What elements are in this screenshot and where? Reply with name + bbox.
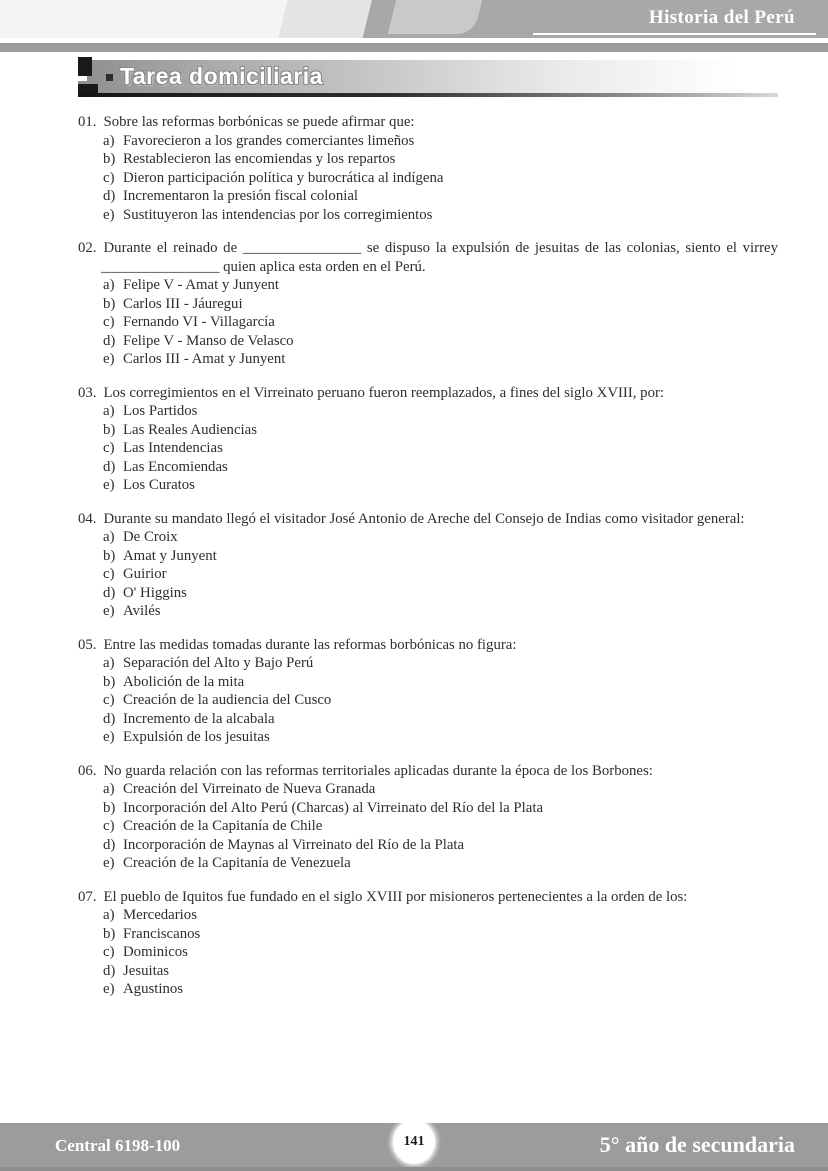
option-row (78, 584, 778, 603)
question-number: 05. (78, 636, 97, 653)
option-text: Amat y Junyent (123, 547, 217, 564)
option-text: Las Encomiendas (123, 458, 228, 475)
question-text: Durante el reinado de ________________ se dispuso la expulsión de jesuitas de las colonias, siento el virrey ________________ quien aplica esta orden en el Perú. (101, 240, 778, 275)
option-letter: c) (103, 314, 115, 330)
option-row (78, 476, 778, 495)
question-block (78, 636, 778, 747)
option-letter: c) (103, 692, 115, 708)
course-title: Historia del Perú (648, 7, 795, 28)
option-letter: e) (103, 206, 115, 223)
option-row (78, 602, 778, 621)
section-title-label: Tarea domiciliaria (120, 63, 323, 89)
question-text: Sobre las reformas borbónicas se puede afirmar que: (103, 114, 415, 130)
question-block (78, 239, 778, 369)
option-row (78, 528, 778, 547)
option-row (78, 547, 778, 566)
option-text: Felipe V - Manso de Velasco (123, 332, 294, 349)
option-letter: d) (103, 188, 116, 204)
option-letter: e) (103, 729, 115, 745)
option-text: Creación de la Capitanía de Chile (123, 818, 323, 834)
option-row (78, 458, 778, 477)
option-text: Carlos III - Amat y Junyent (123, 351, 286, 367)
page-footer (0, 1123, 828, 1171)
option-letter: e) (103, 603, 115, 619)
option-text: Dieron participación política y burocrática al indígena (123, 169, 444, 186)
question-head (78, 113, 778, 132)
option-row (78, 350, 778, 369)
option-row (78, 187, 778, 206)
option-text: Agustinos (123, 981, 184, 997)
option-text: Incorporación del Alto Perú (Charcas) al Virreinato del Río del la Plata (123, 799, 544, 816)
option-text: Felipe V - Amat y Junyent (123, 277, 280, 293)
option-row (78, 906, 778, 925)
option-row (78, 654, 778, 673)
option-text: Restablecieron las encomiendas y los repartos (123, 151, 396, 167)
option-row (78, 710, 778, 729)
option-text: Abolición de la mita (123, 673, 245, 690)
option-row (78, 980, 778, 999)
question-block (78, 510, 778, 621)
header-underline (533, 33, 816, 35)
option-letter: d) (103, 710, 116, 727)
option-letter: c) (103, 566, 115, 582)
option-row (78, 799, 778, 818)
option-letter: b) (103, 799, 116, 816)
option-letter: c) (103, 944, 115, 960)
option-text: Avilés (123, 603, 161, 619)
option-letter: e) (103, 855, 115, 871)
option-row (78, 295, 778, 314)
option-text: Incrementaron la presión fiscal colonial (123, 188, 359, 204)
question-head (78, 762, 778, 781)
option-text: Sustituyeron las intendencias por los corregimientos (123, 206, 433, 223)
option-row (78, 132, 778, 151)
option-letter: c) (103, 440, 115, 456)
option-text: Las Intendencias (123, 440, 223, 456)
option-text: Creación de la audiencia del Cusco (123, 692, 332, 708)
option-row (78, 402, 778, 421)
question-text: Entre las medidas tomadas durante las reformas borbónicas no figura: (103, 636, 517, 653)
section-title-bar (78, 60, 778, 93)
question-text: No guarda relación con las reformas territoriales aplicadas durante la época de los Borbones: (103, 762, 653, 779)
option-row (78, 925, 778, 944)
option-row (78, 421, 778, 440)
option-row (78, 728, 778, 747)
question-block (78, 888, 778, 999)
option-row (78, 169, 778, 188)
option-letter: d) (103, 332, 116, 349)
option-letter: b) (103, 673, 116, 690)
question-text: Durante su mandato llegó el visitador José Antonio de Areche del Consejo de Indias como visitador general: (103, 510, 745, 527)
page-header-banner (0, 0, 828, 38)
option-row (78, 332, 778, 351)
question-options (78, 654, 778, 747)
square-bullet-icon (106, 74, 113, 81)
section-bar-ornament-gap (78, 76, 87, 81)
option-text: De Croix (123, 529, 178, 545)
option-row (78, 439, 778, 458)
option-text: Expulsión de los jesuitas (123, 729, 270, 745)
question-list (78, 113, 778, 999)
question-options (78, 132, 778, 225)
question-head (78, 888, 778, 907)
option-row (78, 150, 778, 169)
option-text: Dominicos (123, 944, 188, 960)
option-text: Carlos III - Jáuregui (123, 295, 243, 312)
question-block (78, 113, 778, 224)
option-text: Las Reales Audiencias (123, 421, 257, 438)
option-text: Los Partidos (123, 403, 198, 419)
option-row (78, 817, 778, 836)
option-letter: a) (103, 907, 115, 923)
option-letter: b) (103, 421, 116, 438)
option-row (78, 206, 778, 225)
option-letter: b) (103, 295, 116, 312)
section-bar-ornament-top (78, 57, 92, 76)
option-letter: b) (103, 151, 116, 167)
option-letter: c) (103, 818, 115, 834)
page-number: 141 (403, 1134, 425, 1149)
section-bar-ornament-bottom (78, 84, 98, 97)
option-text: Fernando VI - Villagarcía (123, 314, 275, 330)
option-text: Separación del Alto y Bajo Perú (123, 655, 314, 671)
option-letter: b) (103, 925, 116, 942)
question-head (78, 636, 778, 655)
option-letter: e) (103, 351, 115, 367)
option-text: Incremento de la alcabala (123, 710, 275, 727)
option-text: Mercedarios (123, 907, 197, 923)
option-row (78, 673, 778, 692)
option-letter: b) (103, 547, 116, 564)
option-text: Creación del Virreinato de Nueva Granada (123, 781, 376, 797)
option-letter: a) (103, 277, 115, 293)
question-number: 04. (78, 510, 97, 527)
question-block (78, 762, 778, 873)
option-text: Favorecieron a los grandes comerciantes limeños (123, 132, 415, 149)
option-row (78, 854, 778, 873)
question-options (78, 906, 778, 999)
question-text: El pueblo de Iquitos fue fundado en el siglo XVIII por misioneros pertenecientes a la orden de los: (103, 888, 688, 905)
section-title (106, 60, 323, 92)
option-text: Jesuitas (123, 962, 170, 979)
page-number-badge (393, 1120, 435, 1164)
header-strip (0, 43, 828, 52)
question-number: 02. (78, 240, 97, 256)
question-text: Los corregimientos en el Virreinato peruano fueron reemplazados, a fines del siglo XVIII, por: (103, 384, 665, 401)
option-letter: a) (103, 655, 115, 671)
option-letter: e) (103, 981, 115, 997)
option-text: Guirior (123, 566, 167, 582)
option-letter: c) (103, 169, 115, 186)
question-options (78, 780, 778, 873)
question-head (78, 239, 778, 276)
option-text: Creación de la Capitanía de Venezuela (123, 855, 351, 871)
question-number: 07. (78, 888, 97, 905)
question-number: 01. (78, 114, 97, 130)
option-letter: e) (103, 477, 115, 493)
option-row (78, 943, 778, 962)
option-letter: a) (103, 132, 115, 149)
question-options (78, 402, 778, 495)
option-letter: a) (103, 529, 115, 545)
option-text: Los Curatos (123, 477, 195, 493)
option-row (78, 691, 778, 710)
footer-phone: Central 6198-100 (55, 1136, 181, 1155)
option-row (78, 780, 778, 799)
option-letter: d) (103, 584, 116, 601)
question-number: 03. (78, 384, 97, 401)
option-row (78, 313, 778, 332)
option-row (78, 565, 778, 584)
question-head (78, 384, 778, 403)
option-letter: a) (103, 781, 115, 797)
option-row (78, 836, 778, 855)
option-letter: d) (103, 962, 116, 979)
question-options (78, 528, 778, 621)
option-text: Incorporación de Maynas al Virreinato del Río de la Plata (123, 836, 465, 853)
question-block (78, 384, 778, 495)
option-text: Franciscanos (123, 925, 201, 942)
question-number: 06. (78, 762, 97, 779)
option-letter: d) (103, 458, 116, 475)
footer-grade: 5° año de secundaria (599, 1132, 795, 1157)
option-row (78, 962, 778, 981)
question-options (78, 276, 778, 369)
option-letter: d) (103, 836, 116, 853)
option-letter: a) (103, 403, 115, 419)
question-head (78, 510, 778, 529)
banner-diagonal-mid (388, 0, 482, 34)
option-text: O' Higgins (123, 584, 187, 601)
option-row (78, 276, 778, 295)
